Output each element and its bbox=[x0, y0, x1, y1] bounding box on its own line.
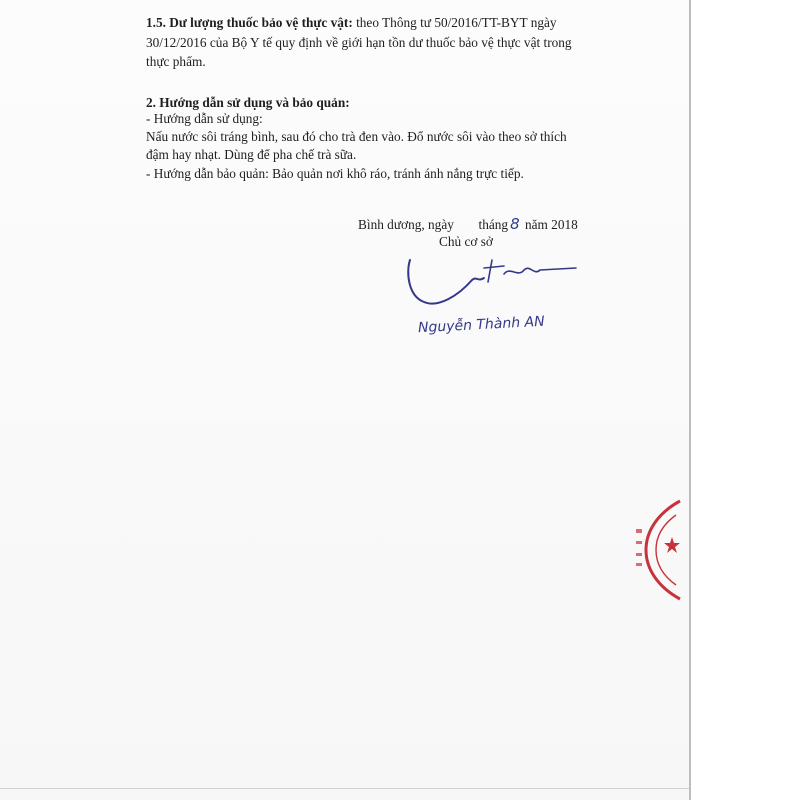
section-1-5-heading: 1.5. Dư lượng thuốc bảo vệ thực vật: bbox=[146, 15, 353, 30]
date-prefix: Bình dương, ngày bbox=[358, 217, 454, 232]
usage-label: - Hướng dẫn sử dụng: bbox=[146, 111, 263, 126]
section-1-5-line-1 bbox=[146, 13, 557, 32]
month-handwritten: 8 bbox=[510, 215, 520, 233]
usage-line-2: đậm hay nhạt. Dùng để pha chế trà sữa. bbox=[146, 147, 357, 162]
section-1-5-line-1-rest: theo Thông tư 50/2016/TT-BYT ngày bbox=[352, 15, 557, 30]
section-1-5-line-3: thực phẩm. bbox=[146, 54, 206, 69]
page-bottom-edge bbox=[0, 788, 690, 789]
right-margin bbox=[691, 0, 800, 800]
usage-line-1: Nấu nước sôi tráng bình, sau đó cho trà đen vào. Đổ nước sôi vào theo sở thích bbox=[146, 129, 567, 144]
section-2-heading-text: 2. Hướng dẫn sử dụng và bảo quản: bbox=[146, 95, 350, 110]
storage-line: - Hướng dẫn bảo quản: Bảo quản nơi khô ráo, tránh ánh nắng trực tiếp. bbox=[146, 166, 524, 181]
red-seal-stamp bbox=[628, 495, 688, 605]
signer-name: Nguyễn Thành AN bbox=[417, 313, 546, 337]
role-label: Chủ cơ sở bbox=[439, 234, 493, 249]
month-label: tháng bbox=[478, 217, 509, 232]
signature-graphic bbox=[400, 252, 600, 322]
year-text: năm 2018 bbox=[524, 217, 578, 232]
section-1-5-line-2: 30/12/2016 của Bộ Y tế quy định về giới hạn tồn dư thuốc bảo vệ thực vật trong bbox=[146, 35, 572, 50]
